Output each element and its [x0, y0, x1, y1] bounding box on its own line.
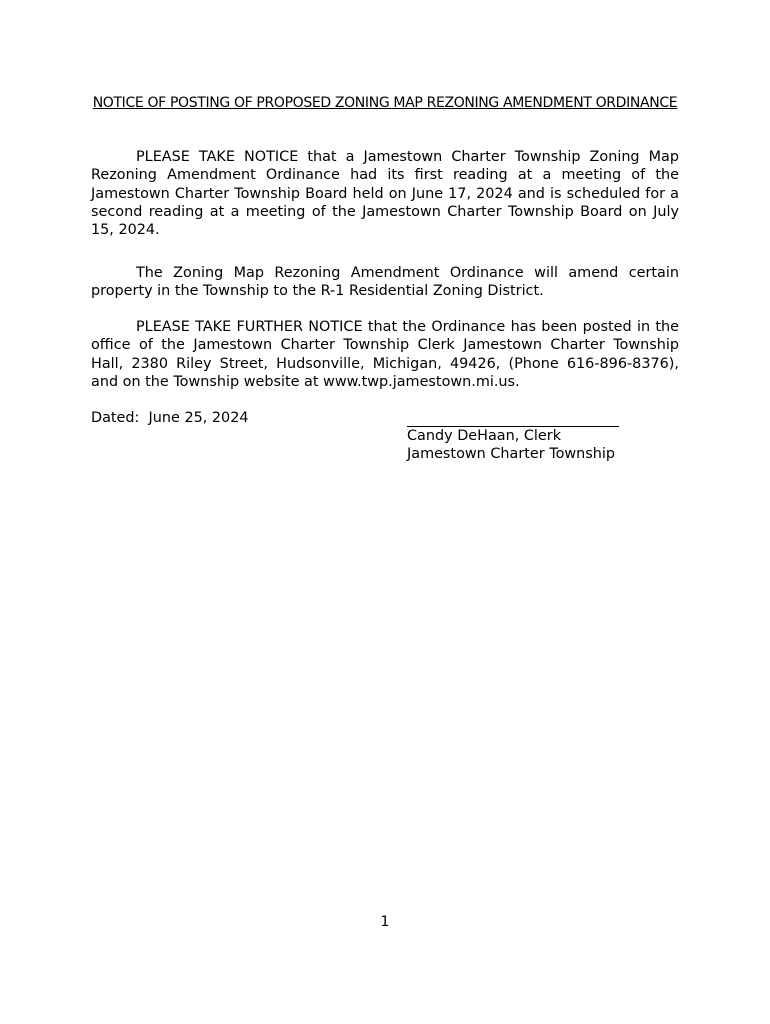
dated-line: Dated: June 25, 2024: [91, 410, 249, 426]
notice-paragraph-posting: PLEASE TAKE FURTHER NOTICE that the Ordinance has been posted in the office of the Jamestown Charter Township Clerk Jamestown Charter Township Hall, 2380 Riley Street, Hudsonville, Michigan, 49426, (Phone 616-896-8376), and on the Township website at www.twp.jamestown.mi.us.: [91, 319, 679, 390]
signature-line: [407, 409, 619, 427]
signature-block: [407, 409, 667, 464]
page-number: 1: [380, 914, 390, 930]
signer-name: Candy DeHaan, Clerk: [407, 428, 562, 444]
notice-paragraph-first-reading: PLEASE TAKE NOTICE that a Jamestown Charter Township Zoning Map Rezoning Amendment Ordinance had its first reading at a meeting of the Jamestown Charter Township Board held on June 17, 2024 and is scheduled for a second reading at a meeting of the Jamestown Charter Township Board on July 15, 2024.: [91, 149, 679, 239]
notice-paragraph-rezoning: The Zoning Map Rezoning Amendment Ordinance will amend certain property in the Township to the R-1 Residential Zoning District.: [91, 265, 679, 300]
notice-title: NOTICE OF POSTING OF PROPOSED ZONING MAP REZONING AMENDMENT ORDINANCE: [92, 95, 678, 111]
signer-organization: Jamestown Charter Township: [407, 446, 616, 463]
